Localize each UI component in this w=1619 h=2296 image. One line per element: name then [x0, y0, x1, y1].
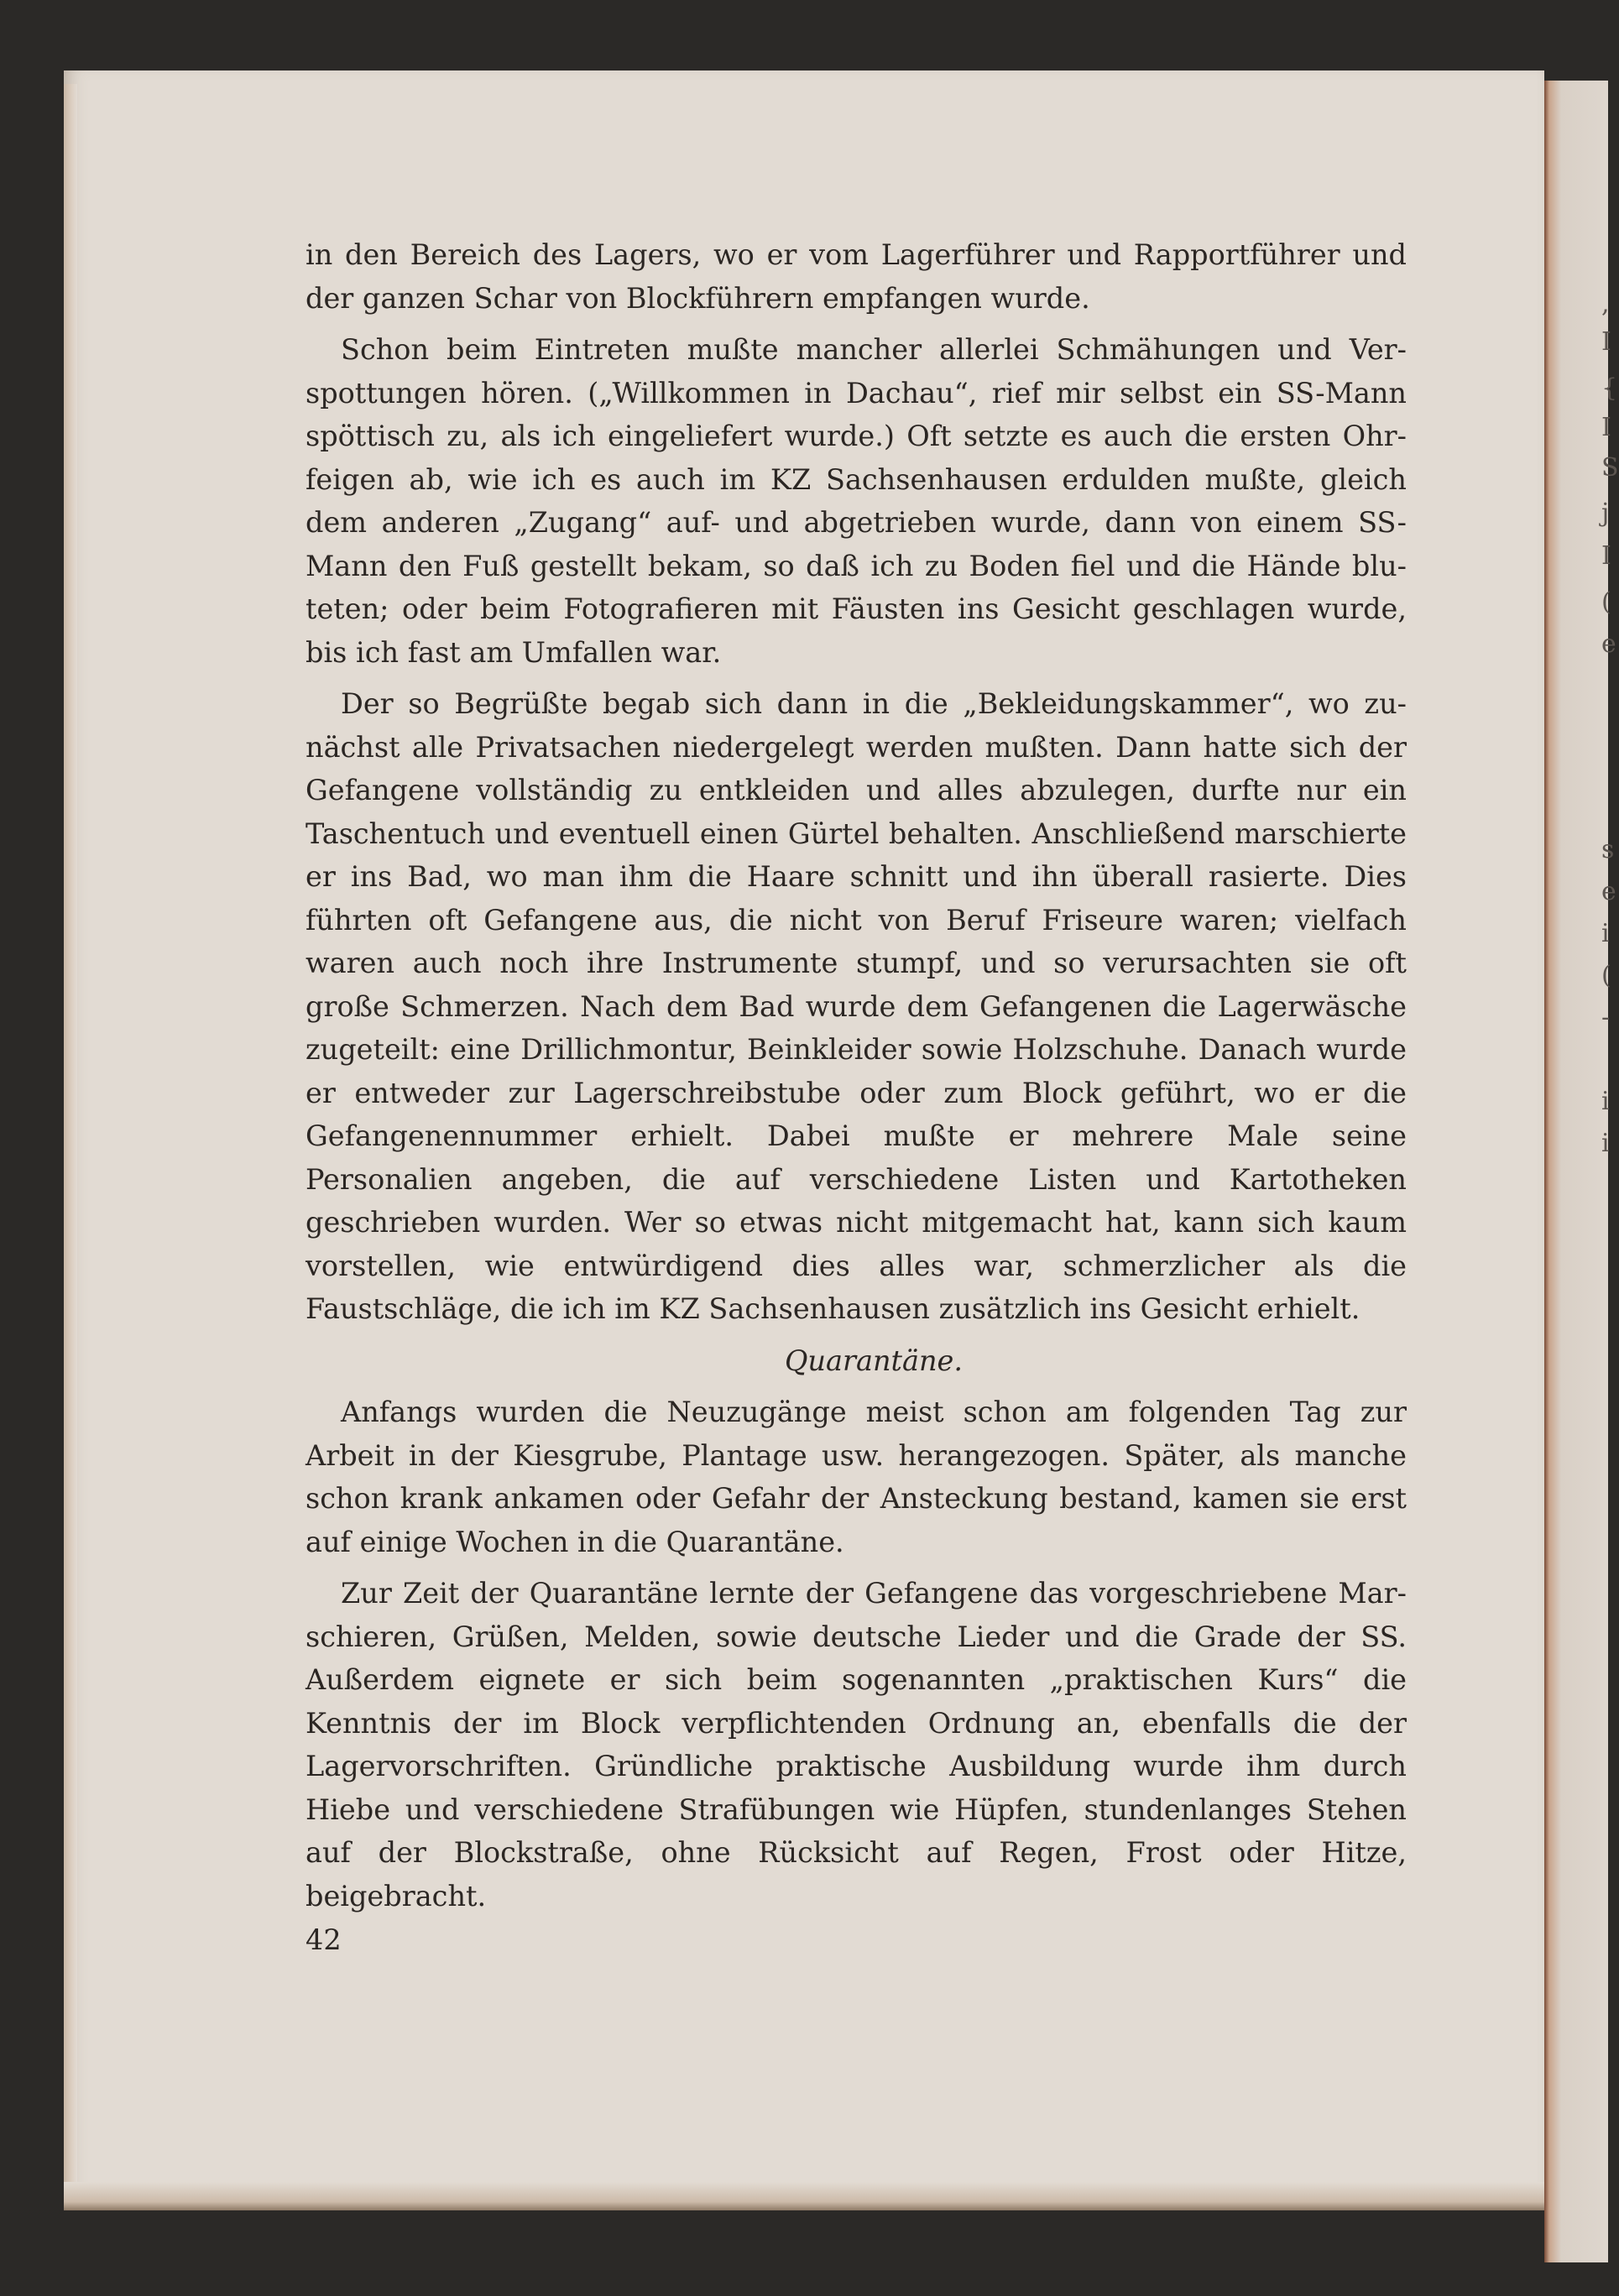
fragment: e [1601, 629, 1616, 659]
fragment: { [1601, 373, 1618, 403]
paragraph: Der so Begrüßte begab sich dann in die „Bekleidungskammer“, wo zunächst alle Privatsachen niedergelegt werden mußten. Dann hatte sich der Gefangene vollständig zu entkleiden und alles abzulegen, durfte nur ein Taschentuch und eventuell einen Gürtel behalten. Anschließend marschierte er ins Bad, wo man ihm die Haare schnitt und ihn überall rasierte. Dies führten oft Gefangene aus, die nicht von Beruf Friseure waren; vielfach waren auch noch ihre Instrumente stumpf, und so verursachten sie oft große Schmerzen. Nach dem Bad wurde dem Gefangenen die Lagerwäsche zugeteilt: eine Drillichmontur, Beinkleider sowie Holzschuhe. Danach wurde er entweder zur Lagerschreibstube oder zum Block geführt, wo er die Gefangenennummer erhielt. Dabei mußte er mehrere Male seine Personalien angeben, die auf verschiedene Listen und Kartotheken geschrieben wurden. Wer so etwas nicht mitgemacht hat, kann sich kaum vorstellen, wie entwürdigend dies alles war, schmerzlicher als die Faustschläge, die ich im KZ Sachsenhausen zusätzlich ins Gesicht erhielt. [306, 687, 1407, 1325]
section-heading: Quarantäne. [784, 1344, 964, 1377]
fragment: - [1601, 1003, 1611, 1032]
fragment: I [1601, 541, 1611, 571]
fragment: ( [1601, 961, 1611, 990]
page-left-edge [64, 84, 77, 2199]
fragment: s [1601, 835, 1615, 864]
fragment: , [1601, 290, 1610, 319]
fragment: i [1601, 1129, 1610, 1158]
paragraph: Anfangs wurden die Neuzugänge meist schon am folgenden Tag zur Arbeit in der Kiesgrube, Plantage usw. herangezogen. Später, als manche schon krank ankamen oder Gefahr der Ansteckung bestand, kamen sie erst auf einige Wochen in die Quarantäne. [306, 1396, 1407, 1558]
paragraph: Schon beim Eintreten mußte mancher allerlei Schmähungen und Verspottungen hören. („Willkommen in Dachau“, rief mir selbst ein SS-Mann spöttisch zu, als ich eingeliefert wurde.) Oft setzte es auch die ersten Ohrfeigen ab, wie ich es auch im KZ Sachsenhausen erdulden mußte, gleich dem anderen „Zugang“ auf- und abgetrieben wurde, dann von einem SS-Mann den Fuß gestellt bekam, so daß ich zu Boden fiel und die Hände bluteten; oder beim Fotografieren mit Fäusten ins Gesicht geschlagen wurde, bis ich fast am Umfallen war. [306, 333, 1407, 669]
fragment: I [1601, 413, 1611, 442]
facing-page-edge [1544, 81, 1611, 2262]
fragment: ( [1601, 587, 1611, 617]
page-number: 42 [306, 1923, 342, 1956]
fragment: S [1601, 453, 1619, 483]
fragment: i [1601, 1087, 1610, 1116]
paragraph: Zur Zeit der Quarantäne lernte der Gefangene das vorgeschriebene Marschieren, Grüßen, Melden, sowie deutsche Lieder und die Grade der SS. Außerdem eignete er sich beim sogenannten „praktischen Kurs“ die Kenntnis der im Block verpflichtenden Ordnung an, ebenfalls die der Lagervorschriften. Gründliche praktische Ausbildung wurde ihm durch Hiebe und verschiedene Strafübungen wie Hüpfen, stundenlanges Stehen auf der Blockstraße, ohne Rücksicht auf Regen, Frost oder Hitze, beigebracht. [306, 1577, 1407, 1912]
fragment: i [1601, 919, 1610, 948]
paragraph: in den Bereich des Lagers, wo er vom Lagerführer und Rapportführer und der ganzen Schar von Blockführern empfangen wurde. [306, 238, 1407, 315]
page-bottom-edge [64, 2182, 1544, 2210]
fragment: e [1601, 877, 1616, 906]
facing-page-text-fragments [1601, 0, 1619, 2296]
fragment: I [1601, 327, 1611, 357]
body-text [306, 233, 1407, 1926]
fragment: j [1601, 498, 1610, 528]
